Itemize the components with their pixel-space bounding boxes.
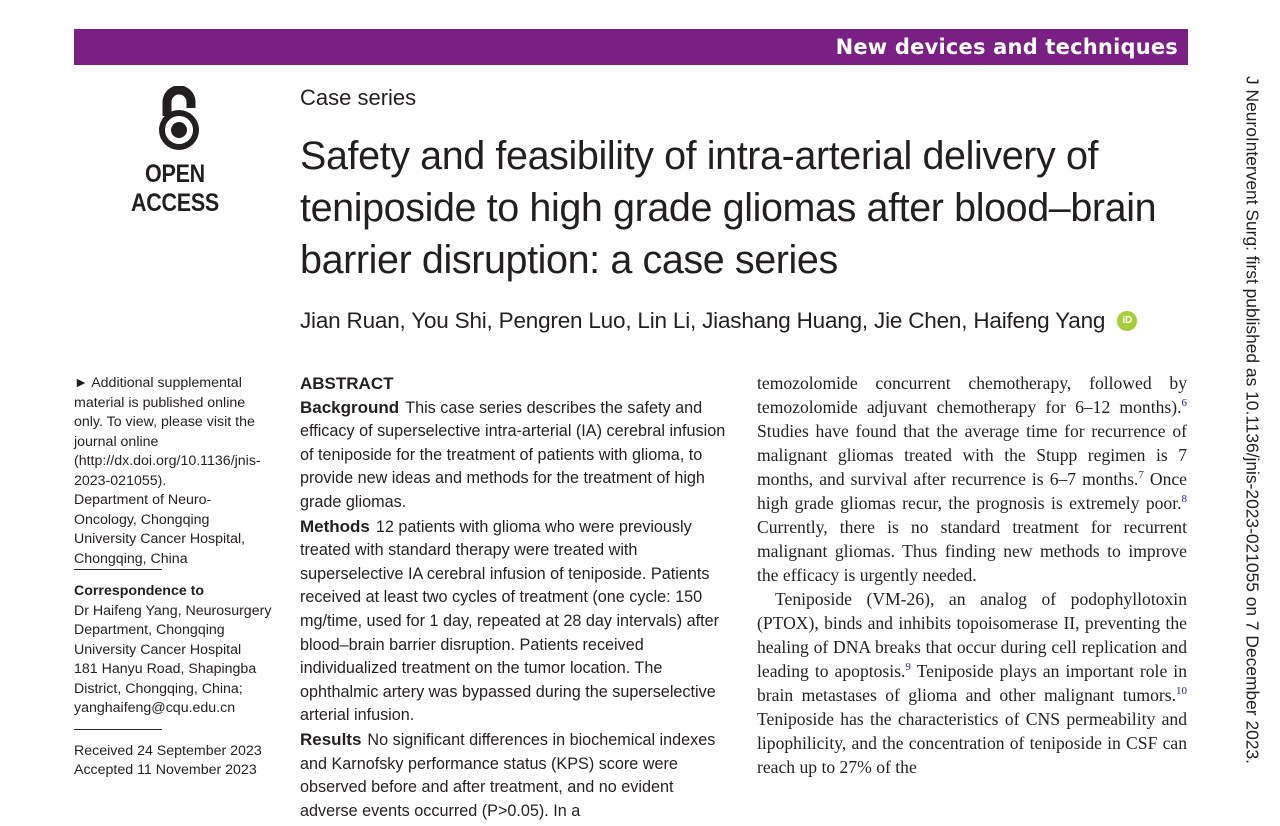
body-text-span: Teniposide plays an important role in brain metastases of glioma and other malignant tumors. <box>757 661 1187 705</box>
divider <box>74 729 162 730</box>
results-text: No significant differences in biochemical indexes and Karnofsky performance status (KPS) score were observed before and after treatment, and no evident adverse events occurred (P>0.05). In a <box>300 730 716 820</box>
abstract-results <box>300 728 728 823</box>
affiliation: Department of Neuro-Oncology, Chongqing University Cancer Hospital, Chongqing, China <box>74 492 246 567</box>
author-list <box>300 308 1137 334</box>
open-access-badge <box>104 86 254 218</box>
body-paragraph <box>757 371 1187 587</box>
divider <box>74 569 162 570</box>
body-text-span: Currently, there is no standard treatment for recurrent malignant gliomas. Thus finding new methods to improve the efficacy is urgently needed. <box>757 517 1187 585</box>
orcid-icon[interactable]: iD <box>1117 311 1137 331</box>
open-access-lock-icon <box>147 86 211 152</box>
body-text-span: Once high grade gliomas recur, the prognosis is extremely poor. <box>757 469 1187 513</box>
section-title: New devices and techniques <box>835 35 1178 59</box>
body-text <box>757 371 1187 779</box>
background-text: This case series describes the safety and efficacy of superselective intra-arterial (IA) cerebral infusion of teniposide for the treatment of patients with glioma, to provide new ideas and methods for the treatment of high grade gliomas. <box>300 398 726 511</box>
correspondence-line: 181 Hanyu Road, Shapingba <box>74 661 257 677</box>
correspondence-line: District, Chongqing, China; <box>74 680 243 697</box>
abstract-background <box>300 396 728 515</box>
side-citation: J NeuroIntervent Surg: first published as 10.1136/jnis-2023-021055 on 7 December 2023. <box>1242 76 1263 764</box>
abstract-heading: ABSTRACT <box>300 374 394 393</box>
article-type: Case series <box>300 85 417 110</box>
correspondence-line: Dr Haifeng Yang, Neurosurgery <box>74 602 272 619</box>
body-text-span: Teniposide has the characteristics of CNS permeability and lipophilicity, and the concentration of teniposide in CSF can reach up to 27% of the <box>757 709 1187 777</box>
accepted-date: Accepted 11 November 2023 <box>74 762 257 778</box>
correspondence <box>74 582 274 719</box>
results-label: Results <box>300 729 362 749</box>
section-banner <box>74 29 1188 65</box>
correspondence-email[interactable]: yanghaifeng@cqu.edu.cn <box>74 700 236 716</box>
methods-label: Methods <box>300 516 370 536</box>
abstract-methods <box>300 515 728 728</box>
correspondence-heading: Correspondence to <box>74 583 205 599</box>
body-paragraph <box>757 587 1187 779</box>
sidebar <box>74 374 274 781</box>
correspondence-line: University Cancer Hospital <box>74 641 242 658</box>
reference-link[interactable]: 9 <box>905 661 911 674</box>
reference-link[interactable]: 7 <box>1138 469 1144 482</box>
received-date: Received 24 September 2023 <box>74 742 262 759</box>
abstract <box>300 372 728 823</box>
methods-text: 12 patients with glioma who were previously treated with standard therapy were treated with superselective IA cerebral infusion of teniposide. Patients received at least two cycles of treatment (one cycle: 150 mg/time, used for 1 day, repeated at 28 day intervals) after blood–brain barrier disruption. Patients received individualized treatment on the tumor location. The ophthalmic artery was bypassed during the superselective arterial infusion. <box>300 517 719 725</box>
reference-link[interactable]: 10 <box>1176 685 1187 698</box>
reference-link[interactable]: 8 <box>1181 493 1187 506</box>
dates <box>74 742 274 781</box>
authors-text: Jian Ruan, You Shi, Pengren Luo, Lin Li, Jiashang Huang, Jie Chen, Haifeng Yang <box>300 308 1106 333</box>
reference-link[interactable]: 6 <box>1181 397 1187 410</box>
open-access-label: OPEN ACCESS <box>130 160 220 217</box>
correspondence-line: Department, Chongqing <box>74 622 225 638</box>
supplemental-note: ► Additional supplemental material is published online only. To view, please visit the journal online (http://dx.doi.org/10.1136/jnis-2023-021055). <box>74 375 261 489</box>
background-label: Background <box>300 397 400 417</box>
article-title: Safety and feasibility of intra-arterial delivery of teniposide to high grade gliomas after blood–brain barrier disruption: a case series <box>300 134 1157 282</box>
body-text-span: Teniposide (VM-26), an analog of podophyllotoxin (PTOX), binds and inhibits topoisomerase II, preventing the healing of DNA breaks that occur during cell replication and leading to apoptosis. <box>757 589 1187 681</box>
body-text-span: temozolomide concurrent chemotherapy, followed by temozolomide adjuvant chemotherapy for 6–12 months). <box>757 373 1187 417</box>
body-text-span: Studies have found that the average time for recurrence of malignant gliomas treated with the Stupp regimen is 7 months, and survival after recurrence is 6–7 months. <box>757 421 1187 489</box>
